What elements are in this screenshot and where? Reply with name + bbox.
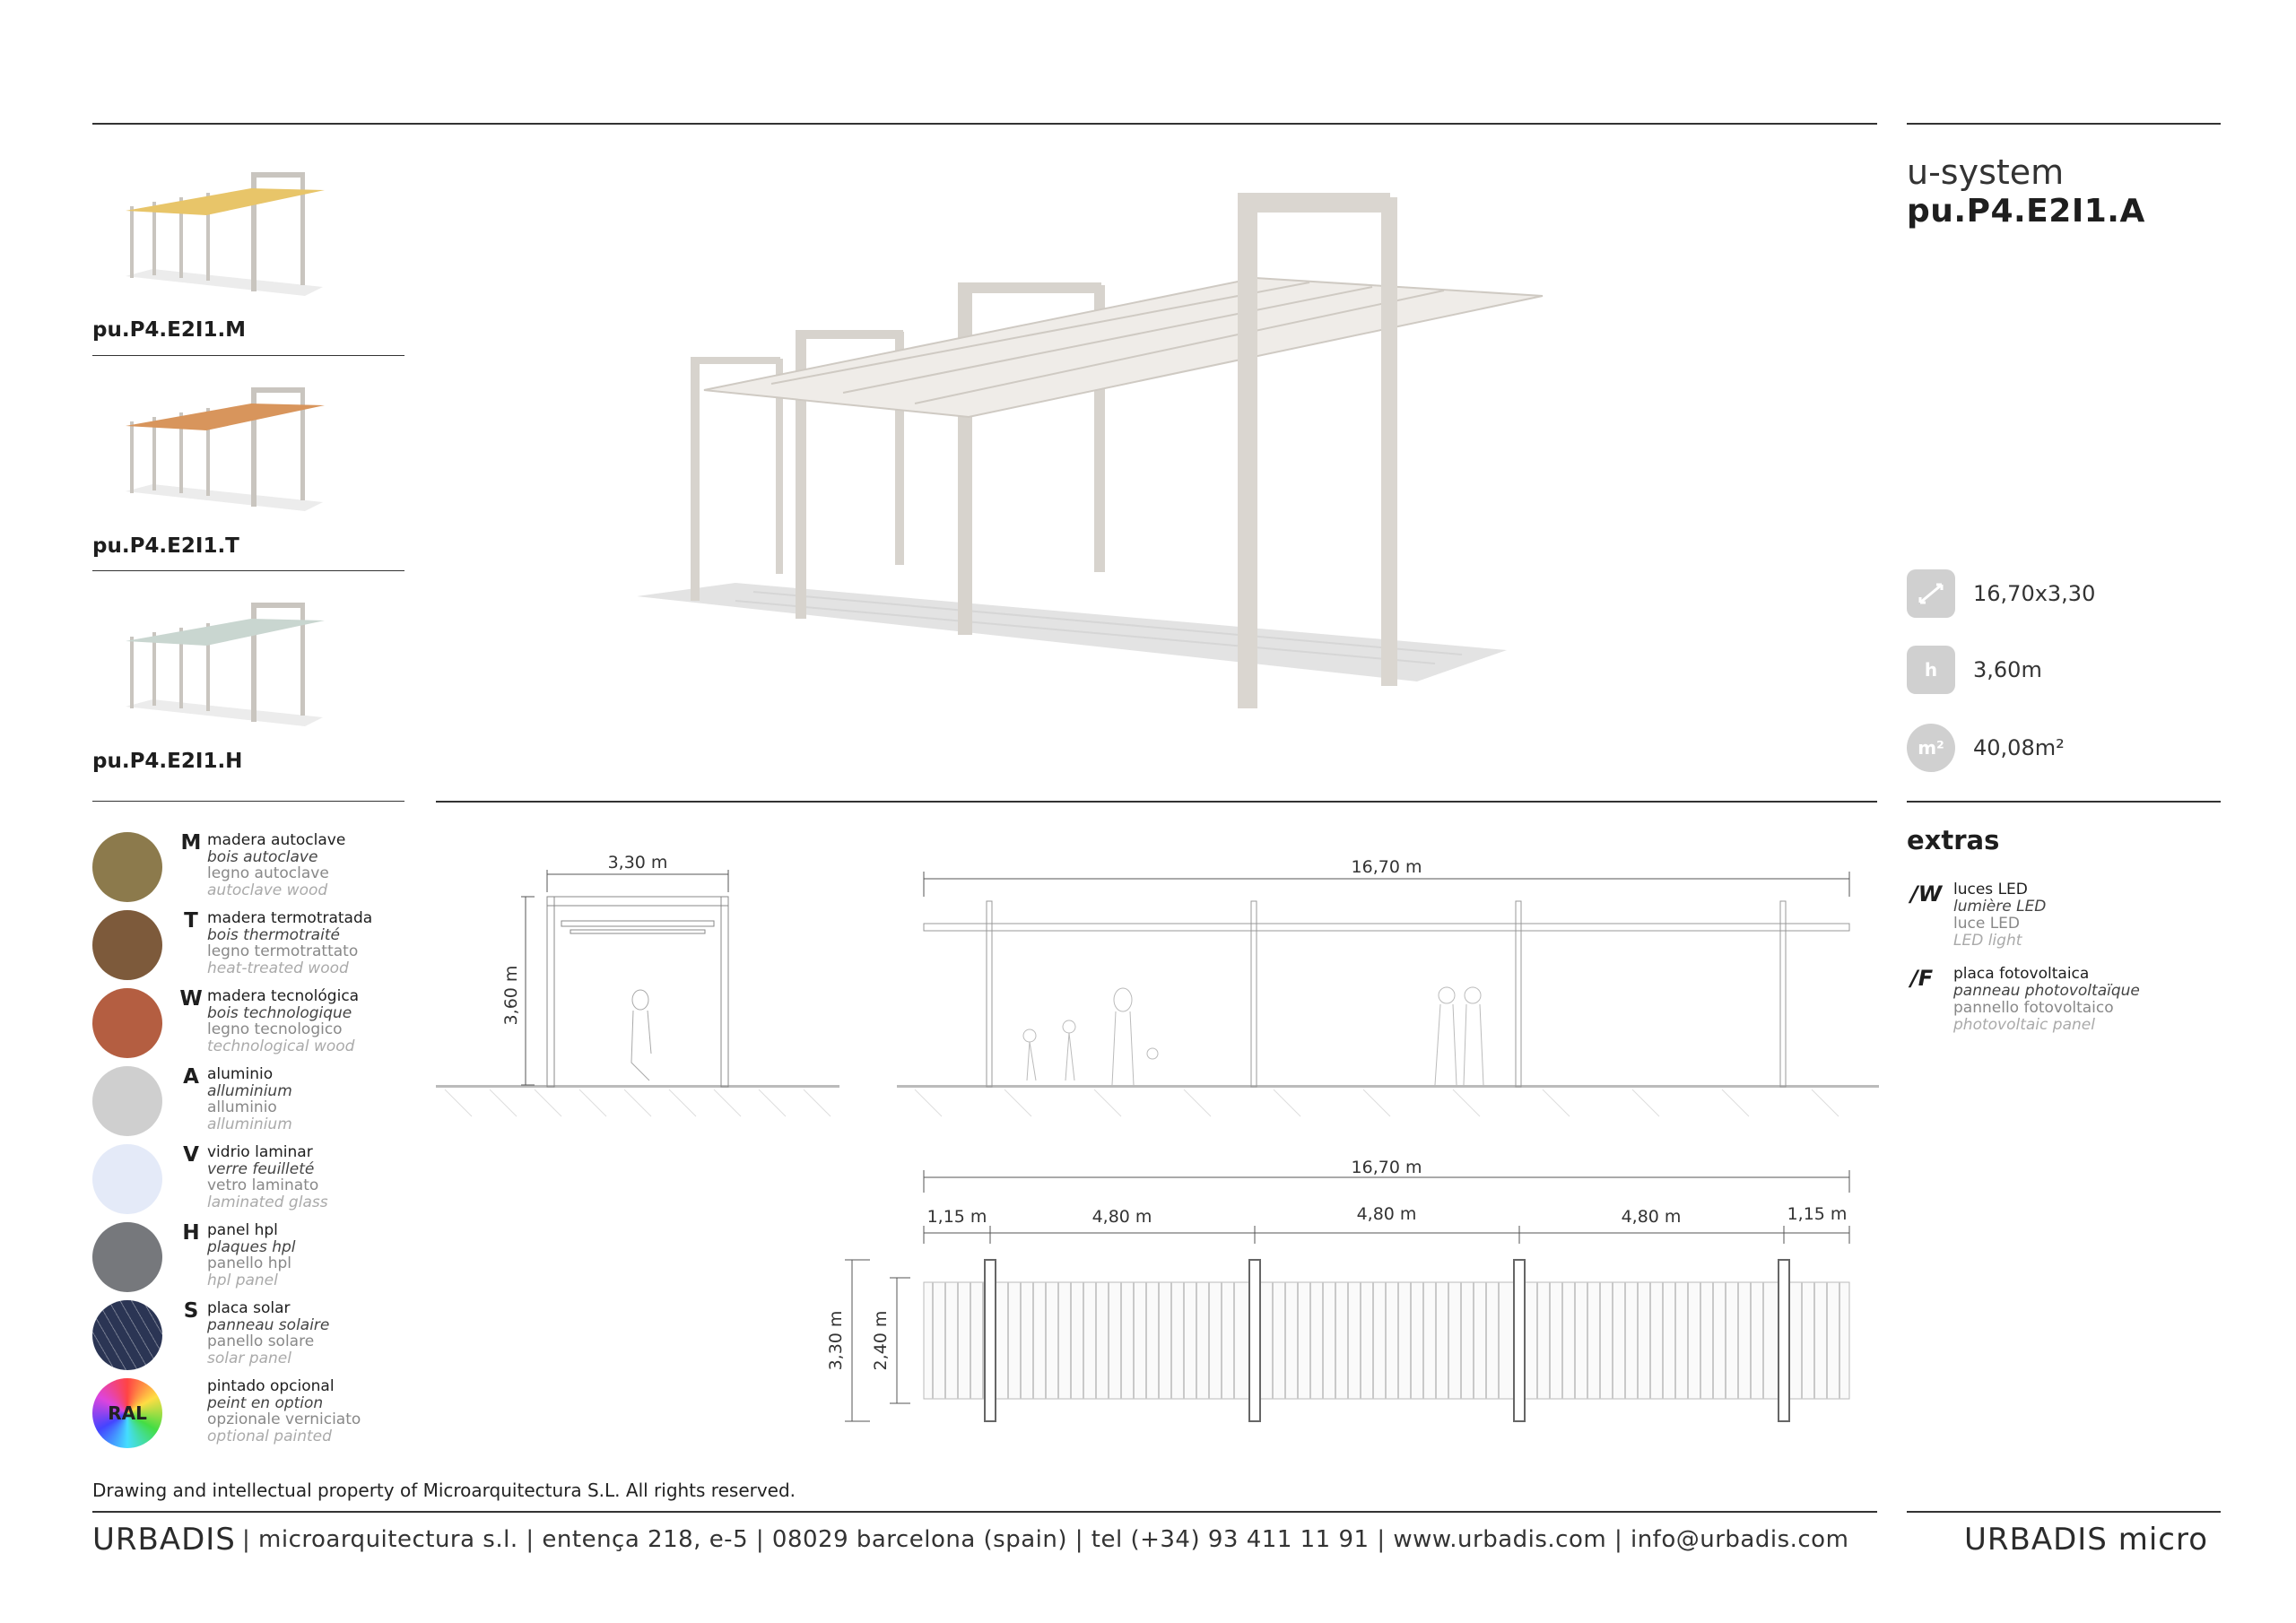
material-line: vetro laminato [207, 1176, 319, 1194]
material-line: legno autoclave [207, 864, 329, 882]
material-row [92, 1222, 296, 1292]
material-line: plaques hpl [207, 1237, 296, 1256]
material-code [175, 1378, 207, 1448]
material-code: H [182, 1221, 200, 1245]
material-swatch: RAL [92, 1378, 162, 1448]
material-line: alluminium [207, 1115, 292, 1133]
material-row [92, 1300, 329, 1370]
material-swatch [92, 910, 162, 980]
material-row [92, 1144, 328, 1214]
extra-line: photovoltaic panel [1953, 1016, 2095, 1034]
plan-segment-label: 1,15 m [926, 1207, 987, 1227]
material-line: bois technologique [207, 1003, 352, 1022]
plan-inner-label: 2,40 m [871, 1310, 891, 1371]
plan-view-drawing [826, 1158, 1874, 1457]
material-line: solar panel [207, 1349, 291, 1367]
spec-area-value: 40,08m² [1973, 735, 2065, 760]
material-line: laminated glass [207, 1193, 328, 1211]
material-swatch [92, 988, 162, 1058]
material-swatch [92, 1144, 162, 1214]
material-line: opzionale verniciato [207, 1410, 361, 1428]
section-divider [436, 801, 1877, 803]
extra-photovoltaic [1910, 966, 2140, 1034]
material-line: alluminium [207, 1081, 292, 1100]
material-code: T [184, 909, 198, 933]
material-line: vidrio laminar [207, 1143, 313, 1161]
urbadis-logo-text: URBADIS [92, 1522, 236, 1558]
copyright-note: Drawing and intellectual property of Microarquitectura S.L. All rights reserved. [92, 1480, 796, 1501]
plan-length-label: 16,70 m [1351, 1158, 1422, 1177]
material-row [92, 988, 359, 1058]
urbadis-micro-logo-text: URBADIS [1964, 1522, 2108, 1558]
material-row [92, 910, 372, 980]
material-line: madera tecnológica [207, 987, 360, 1005]
material-line: bois autoclave [207, 847, 318, 866]
side-elevation-drawing [436, 847, 839, 1134]
variant-label-h: pu.P4.E2I1.H [92, 750, 243, 773]
material-line: legno tecnologico [207, 1020, 343, 1038]
material-line: pintado opcional [207, 1377, 335, 1395]
contact-line: | microarquitectura s.l. | entença 218, e-5 | 08029 barcelona (spain) | tel (+34) 93 411 11 91 | www.urbadis.com | info@urbadis.com [242, 1526, 1849, 1553]
variant-thumbnail-t [117, 377, 323, 520]
pergola-3d-render [628, 179, 1570, 744]
urbadis-micro-suffix: micro [2118, 1522, 2208, 1558]
material-line: panel hpl [207, 1221, 278, 1239]
material-line: autoclave wood [207, 881, 328, 899]
material-code: V [183, 1143, 199, 1167]
top-rule-main [92, 123, 1877, 125]
material-line: bois thermotraité [207, 925, 340, 944]
extra-line: LED light [1953, 932, 2022, 950]
plan-segment-label: 4,80 m [1356, 1204, 1417, 1224]
area-icon: m² [1907, 724, 1955, 772]
material-swatch [92, 1300, 162, 1370]
material-swatch [92, 1066, 162, 1136]
extra-line: lumière LED [1953, 898, 2047, 916]
side-height-label: 3,60 m [501, 965, 521, 1026]
plan-segment-label: 4,80 m [1621, 1207, 1682, 1227]
material-line: aluminio [207, 1065, 274, 1083]
material-row [92, 832, 345, 902]
urbadis-logo [92, 1522, 236, 1558]
spec-height-value: 3,60m [1973, 657, 2042, 682]
variant-label-m: pu.P4.E2I1.M [92, 318, 247, 342]
footer-rule-side [1907, 1511, 2221, 1513]
material-line: placa solar [207, 1299, 291, 1317]
variant-label-t: pu.P4.E2I1.T [92, 534, 239, 558]
variant-divider [92, 570, 404, 571]
material-line: madera autoclave [207, 831, 346, 849]
series-title: u-system [1907, 152, 2065, 192]
material-line: heat-treated wood [207, 959, 349, 977]
product-code: pu.P4.E2I1.A [1907, 193, 2145, 230]
section-divider-side [1907, 801, 2221, 803]
variant-thumbnail-h [117, 592, 323, 735]
extra-code: /W [1910, 881, 1943, 907]
extras-title: extras [1907, 825, 2000, 855]
material-line: hpl panel [207, 1271, 278, 1289]
dimensions-icon [1907, 569, 1955, 618]
plan-depth-label: 3,30 m [826, 1310, 846, 1371]
extra-led [1910, 881, 2046, 950]
material-line: technological wood [207, 1037, 355, 1055]
variant-thumbnail-m [117, 161, 323, 305]
plan-segment-label: 4,80 m [1091, 1207, 1152, 1227]
material-line: panello solare [207, 1332, 315, 1350]
spec-area [1907, 724, 2065, 772]
extra-line: placa fotovoltaica [1953, 965, 2090, 983]
material-line: alluminio [207, 1098, 277, 1116]
material-swatch [92, 1222, 162, 1292]
extra-line: pannello fotovoltaico [1953, 999, 2114, 1017]
material-code: S [183, 1299, 199, 1323]
material-line: panneau solaire [207, 1315, 330, 1334]
material-row [92, 1066, 292, 1136]
variant-divider [92, 355, 404, 356]
extra-line: luces LED [1953, 881, 2028, 898]
top-rule-side [1907, 123, 2221, 125]
extra-line: luce LED [1953, 915, 2021, 933]
material-line: legno termotrattato [207, 942, 359, 960]
material-code: W [179, 987, 203, 1011]
spec-dimensions-value: 16,70x3,30 [1973, 581, 2096, 606]
variant-divider [92, 801, 404, 802]
spec-dimensions [1907, 569, 2095, 618]
material-code: M [180, 831, 202, 855]
front-elevation-drawing [897, 857, 1879, 1134]
height-icon: h [1907, 646, 1955, 694]
urbadis-micro-logo [1964, 1522, 2208, 1558]
material-line: madera termotratada [207, 909, 373, 927]
front-length-label: 16,70 m [1351, 857, 1422, 877]
material-line: optional painted [207, 1427, 332, 1445]
side-width-label: 3,30 m [607, 853, 668, 872]
material-row [92, 1378, 361, 1448]
material-line: verre feuilleté [207, 1159, 315, 1178]
footer-rule [92, 1511, 1877, 1513]
material-line: peint en option [207, 1393, 324, 1412]
spec-height [1907, 646, 2042, 694]
material-code: A [183, 1065, 199, 1089]
plan-segment-label: 1,15 m [1787, 1204, 1848, 1224]
material-line: panello hpl [207, 1254, 291, 1272]
material-swatch [92, 832, 162, 902]
extra-code: /F [1910, 966, 1934, 991]
extra-line: panneau photovoltaïque [1953, 982, 2140, 1000]
